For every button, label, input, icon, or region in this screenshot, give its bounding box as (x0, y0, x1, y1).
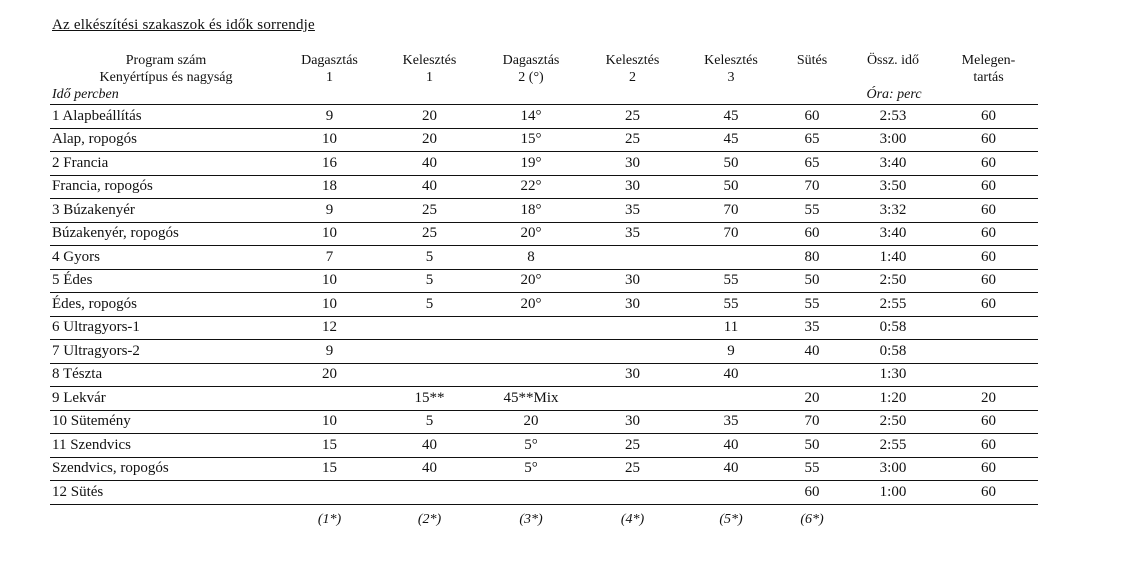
value-cell: 1:00 (847, 481, 939, 505)
value-cell: 45**Mix (482, 387, 580, 411)
value-cell (377, 363, 482, 387)
table-row (50, 128, 1038, 152)
value-cell: 5 (377, 410, 482, 434)
value-cell: 5° (482, 457, 580, 481)
value-cell: 20° (482, 293, 580, 317)
value-cell: 60 (939, 105, 1038, 129)
value-cell: 10 (282, 269, 377, 293)
value-cell: 2:50 (847, 410, 939, 434)
value-cell: 20° (482, 222, 580, 246)
value-cell: 40 (377, 434, 482, 458)
value-cell: 60 (939, 457, 1038, 481)
value-cell: 60 (939, 128, 1038, 152)
value-cell: 25 (377, 199, 482, 223)
header-kelesztes-1: Kelesztés 1 (402, 53, 457, 85)
table-row (50, 293, 1038, 317)
header-melegentartas: Melegen- tartás (961, 53, 1016, 85)
value-cell: 20° (482, 269, 580, 293)
value-cell (377, 316, 482, 340)
value-cell: 3:00 (847, 457, 939, 481)
value-cell (482, 316, 580, 340)
value-cell: 70 (685, 222, 777, 246)
header-kelesztes-2: Kelesztés 2 (605, 53, 660, 85)
value-cell: 60 (939, 246, 1038, 270)
value-cell: 50 (685, 152, 777, 176)
value-cell: 2:55 (847, 434, 939, 458)
value-cell: 40 (685, 363, 777, 387)
value-cell: 55 (685, 293, 777, 317)
unit-minutes: Idő percben (50, 86, 282, 105)
value-cell: 30 (580, 410, 685, 434)
value-cell: 60 (777, 481, 847, 505)
program-name-cell: 11 Szendvics (50, 434, 282, 458)
value-cell: 65 (777, 128, 847, 152)
program-name-cell: 10 Sütemény (50, 410, 282, 434)
value-cell (685, 481, 777, 505)
value-cell (580, 481, 685, 505)
value-cell: 12 (282, 316, 377, 340)
program-name-cell: 8 Tészta (50, 363, 282, 387)
value-cell: 55 (777, 457, 847, 481)
footnote: (5*) (719, 511, 743, 527)
value-cell: 25 (377, 222, 482, 246)
value-cell: 1:20 (847, 387, 939, 411)
value-cell: 25 (580, 457, 685, 481)
table-row (50, 457, 1038, 481)
value-cell: 45 (685, 105, 777, 129)
value-cell: 25 (580, 128, 685, 152)
value-cell: 18° (482, 199, 580, 223)
value-cell: 0:58 (847, 340, 939, 364)
value-cell: 8 (482, 246, 580, 270)
header-sutes: Sütés (796, 53, 828, 68)
program-name-cell: 5 Édes (50, 269, 282, 293)
value-cell: 3:00 (847, 128, 939, 152)
value-cell: 45 (685, 128, 777, 152)
footnote: (6*) (800, 511, 824, 527)
value-cell: 9 (282, 105, 377, 129)
value-cell: 80 (777, 246, 847, 270)
table-row (50, 175, 1038, 199)
value-cell: 25 (580, 105, 685, 129)
table-row (50, 340, 1038, 364)
program-name-cell: Édes, ropogós (50, 293, 282, 317)
value-cell: 5 (377, 293, 482, 317)
program-name-cell: 7 Ultragyors-2 (50, 340, 282, 364)
value-cell: 18 (282, 175, 377, 199)
value-cell: 9 (282, 199, 377, 223)
value-cell: 2:50 (847, 269, 939, 293)
value-cell (482, 340, 580, 364)
value-cell: 60 (939, 175, 1038, 199)
program-name-cell: Alap, ropogós (50, 128, 282, 152)
value-cell: 60 (939, 434, 1038, 458)
value-cell (580, 340, 685, 364)
value-cell: 60 (939, 481, 1038, 505)
value-cell (777, 363, 847, 387)
value-cell: 60 (939, 199, 1038, 223)
value-cell: 40 (685, 434, 777, 458)
value-cell: 2:55 (847, 293, 939, 317)
value-cell: 65 (777, 152, 847, 176)
value-cell (580, 246, 685, 270)
value-cell: 3:32 (847, 199, 939, 223)
value-cell: 1:30 (847, 363, 939, 387)
value-cell (482, 481, 580, 505)
value-cell: 40 (377, 457, 482, 481)
value-cell: 15 (282, 457, 377, 481)
value-cell: 0:58 (847, 316, 939, 340)
value-cell: 9 (685, 340, 777, 364)
value-cell: 20 (777, 387, 847, 411)
footnote: (4*) (620, 511, 645, 527)
value-cell: 10 (282, 222, 377, 246)
value-cell: 35 (685, 410, 777, 434)
footnote: (1*) (317, 511, 342, 527)
value-cell: 20 (939, 387, 1038, 411)
header-program: Program szám Kenyértípus és nagyság (99, 53, 233, 85)
value-cell (580, 387, 685, 411)
program-name-cell: 9 Lekvár (50, 387, 282, 411)
value-cell: 40 (777, 340, 847, 364)
table-row (50, 410, 1038, 434)
program-name-cell: 4 Gyors (50, 246, 282, 270)
value-cell: 20 (377, 128, 482, 152)
value-cell: 60 (777, 222, 847, 246)
table-row (50, 246, 1038, 270)
value-cell: 50 (777, 269, 847, 293)
value-cell: 60 (777, 105, 847, 129)
value-cell (939, 363, 1038, 387)
value-cell: 60 (939, 152, 1038, 176)
value-cell: 30 (580, 293, 685, 317)
value-cell: 70 (777, 175, 847, 199)
value-cell: 25 (580, 434, 685, 458)
header-ossz-ido: Össz. idő (866, 53, 920, 68)
value-cell (939, 340, 1038, 364)
value-cell: 5° (482, 434, 580, 458)
value-cell (939, 316, 1038, 340)
value-cell: 10 (282, 410, 377, 434)
program-name-cell: 12 Sütés (50, 481, 282, 505)
value-cell: 3:50 (847, 175, 939, 199)
footnote: (3*) (519, 511, 543, 527)
value-cell: 15** (377, 387, 482, 411)
value-cell: 10 (282, 293, 377, 317)
value-cell: 50 (685, 175, 777, 199)
table-row (50, 316, 1038, 340)
table-row (50, 199, 1038, 223)
value-cell: 15° (482, 128, 580, 152)
value-cell: 30 (580, 175, 685, 199)
value-cell: 10 (282, 128, 377, 152)
value-cell: 30 (580, 363, 685, 387)
value-cell (377, 481, 482, 505)
value-cell: 40 (377, 175, 482, 199)
table-row (50, 387, 1038, 411)
value-cell: 40 (377, 152, 482, 176)
value-cell: 40 (685, 457, 777, 481)
value-cell: 22° (482, 175, 580, 199)
value-cell: 1:40 (847, 246, 939, 270)
table-title: Az elkészítési szakaszok és idők sorrendje (52, 17, 315, 33)
program-name-cell: 3 Búzakenyér (50, 199, 282, 223)
table-row (50, 481, 1038, 505)
value-cell (482, 363, 580, 387)
program-name-cell: 2 Francia (50, 152, 282, 176)
program-name-cell: Búzakenyér, ropogós (50, 222, 282, 246)
value-cell: 9 (282, 340, 377, 364)
value-cell: 50 (777, 434, 847, 458)
value-cell: 20 (282, 363, 377, 387)
value-cell: 2:53 (847, 105, 939, 129)
value-cell (282, 387, 377, 411)
table-row (50, 152, 1038, 176)
value-cell: 60 (939, 410, 1038, 434)
program-name-cell: 1 Alapbeállítás (50, 105, 282, 129)
footnote: (2*) (417, 511, 442, 527)
table-row (50, 222, 1038, 246)
value-cell: 14° (482, 105, 580, 129)
value-cell: 3:40 (847, 222, 939, 246)
value-cell: 70 (777, 410, 847, 434)
table-row (50, 363, 1038, 387)
value-cell: 35 (777, 316, 847, 340)
value-cell: 15 (282, 434, 377, 458)
value-cell: 16 (282, 152, 377, 176)
program-name-cell: Francia, ropogós (50, 175, 282, 199)
header-kelesztes-3: Kelesztés 3 (704, 53, 758, 85)
unit-hours: Óra: perc (847, 86, 939, 105)
table-row (50, 434, 1038, 458)
value-cell (377, 340, 482, 364)
value-cell: 20 (482, 410, 580, 434)
program-table (50, 52, 1038, 534)
value-cell: 30 (580, 152, 685, 176)
value-cell (685, 246, 777, 270)
value-cell (282, 481, 377, 505)
program-name-cell: 6 Ultragyors-1 (50, 316, 282, 340)
value-cell: 3:40 (847, 152, 939, 176)
header-dagasztas-1: Dagasztás 1 (301, 53, 358, 85)
units-row (50, 86, 1038, 105)
value-cell: 20 (377, 105, 482, 129)
value-cell: 35 (580, 222, 685, 246)
value-cell: 60 (939, 269, 1038, 293)
value-cell: 7 (282, 246, 377, 270)
value-cell: 55 (685, 269, 777, 293)
header-dagasztas-2: Dagasztás 2 (°) (502, 53, 560, 85)
value-cell: 55 (777, 199, 847, 223)
value-cell: 60 (939, 293, 1038, 317)
table-row (50, 105, 1038, 129)
header-row (50, 52, 1038, 86)
value-cell (580, 316, 685, 340)
value-cell: 5 (377, 246, 482, 270)
value-cell: 55 (777, 293, 847, 317)
table-row (50, 269, 1038, 293)
footnote-row (50, 504, 1038, 534)
value-cell (685, 387, 777, 411)
value-cell: 19° (482, 152, 580, 176)
value-cell: 70 (685, 199, 777, 223)
value-cell: 30 (580, 269, 685, 293)
value-cell: 11 (685, 316, 777, 340)
value-cell: 5 (377, 269, 482, 293)
value-cell: 60 (939, 222, 1038, 246)
value-cell: 35 (580, 199, 685, 223)
program-name-cell: Szendvics, ropogós (50, 457, 282, 481)
